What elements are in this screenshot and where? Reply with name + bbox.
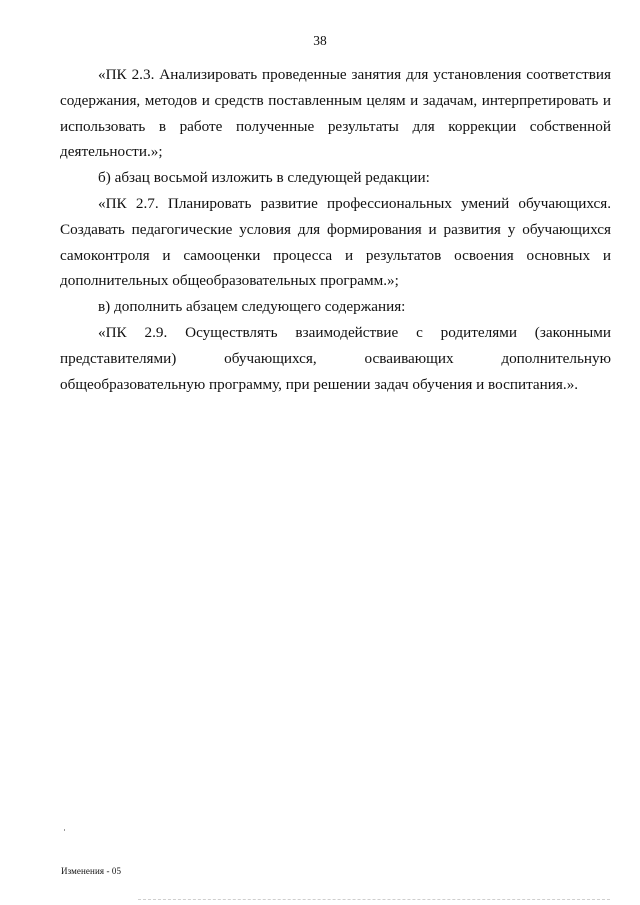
scan-speck	[64, 829, 65, 831]
paragraph-pk-2-7: «ПК 2.7. Планировать развитие профессиональных умений обучающихся. Создавать педагогические условия для формирования и развития у обучающихся самоконтроля и самооценки процесса и результатов освоения основных и дополнительных общеобразовательных программ.»;	[60, 194, 611, 290]
scan-edge-line	[138, 899, 610, 900]
paragraph-amendment-v: в) дополнить абзацем следующего содержания:	[98, 298, 406, 316]
paragraph-pk-2-9: «ПК 2.9. Осуществлять взаимодействие с родителями (законными представителями) обучающихся, осваивающих дополнительную общеобразовательную программу, при решении задач обучения и воспитания.».	[60, 323, 611, 393]
footer-revision-label: Изменения - 05	[61, 866, 122, 876]
paragraph-amendment-b: б) абзац восьмой изложить в следующей редакции:	[98, 169, 430, 187]
document-body	[60, 62, 611, 397]
paragraph-pk-2-3: «ПК 2.3. Анализировать проведенные занятия для установления соответствия содержания, методов и средств поставленным целям и задачам, интерпретировать и использовать в работе полученные результаты для коррекции собственной деятельности.»;	[60, 66, 611, 161]
page-number: 38	[313, 33, 327, 48]
